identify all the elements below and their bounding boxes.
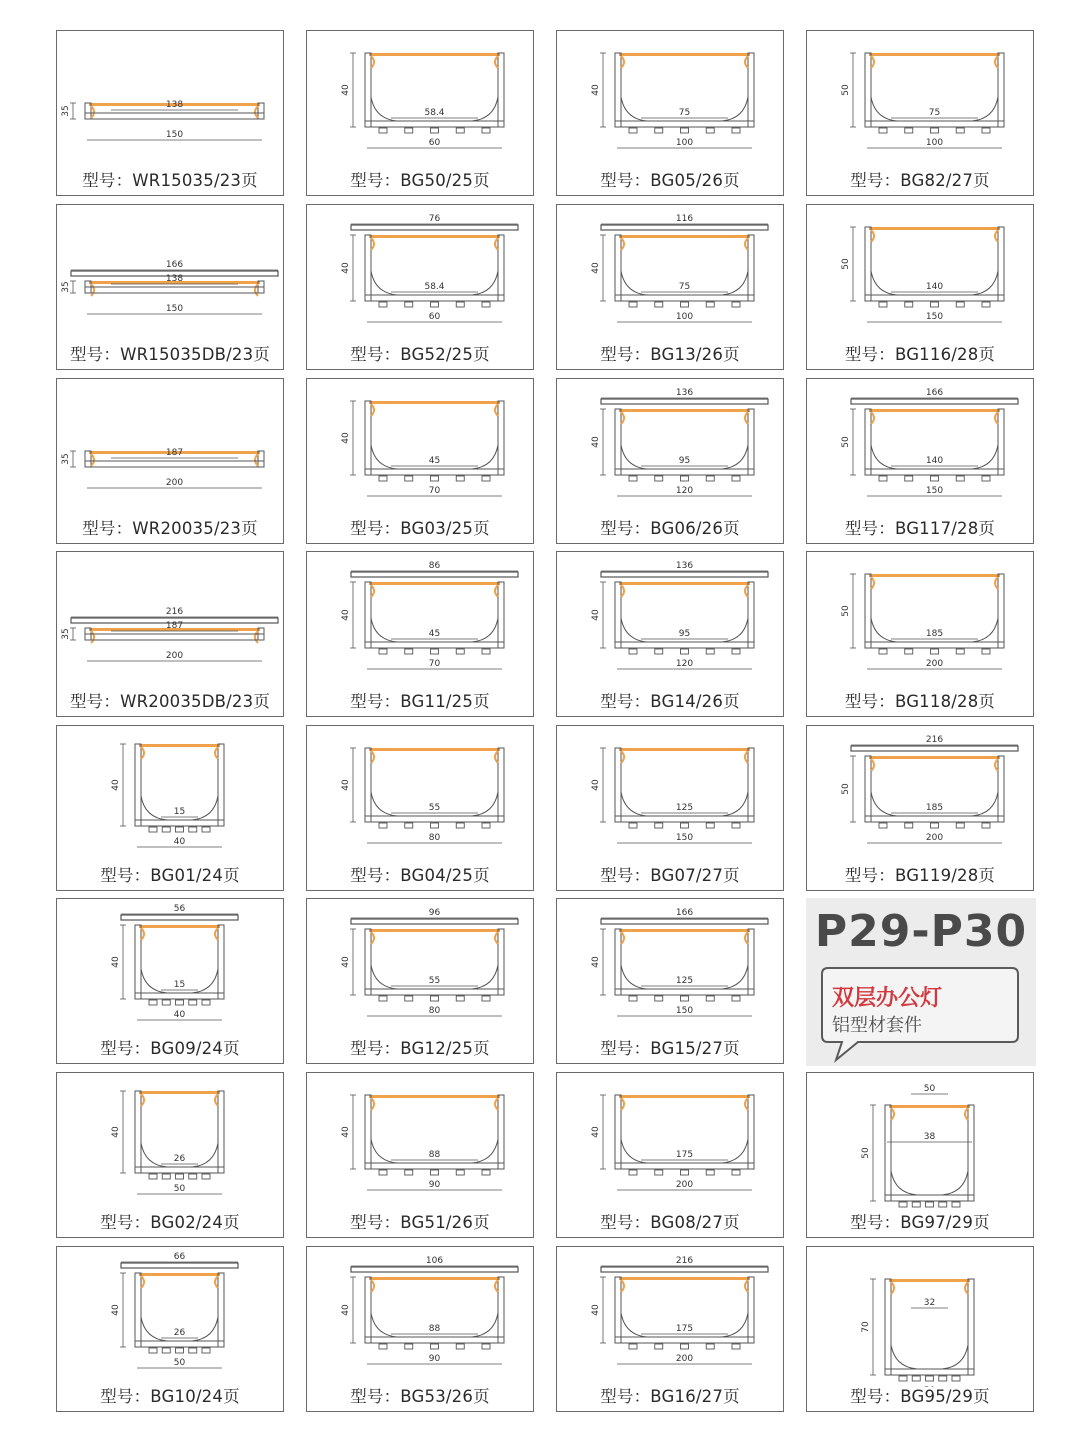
- dim-width: 50: [923, 1084, 936, 1094]
- profile-diagram: [57, 205, 284, 345]
- profile-diagram: [57, 1073, 284, 1213]
- dim-height: 40: [111, 956, 121, 968]
- dim-width: 106: [425, 1256, 444, 1266]
- profile-diagram: [57, 726, 284, 866]
- page-range: P29-P30: [814, 906, 1028, 957]
- dim-width: 56: [173, 904, 186, 914]
- dim-height: 50: [841, 605, 851, 617]
- dim-width: 75: [678, 282, 691, 292]
- dim-height: 50: [841, 258, 851, 270]
- profile-drawing: [591, 561, 768, 669]
- profile-diagram: [557, 552, 784, 692]
- profile-card[interactable]: [556, 1072, 784, 1238]
- model-label: 型号：BG13/26页: [600, 345, 740, 364]
- model-label: 型号：BG116/28页: [844, 345, 996, 364]
- dim-width: 26: [173, 1154, 186, 1164]
- dim-width: 166: [165, 260, 184, 270]
- profile-drawing: [61, 607, 278, 661]
- dim-width: 38: [923, 1132, 936, 1142]
- dim-width: 136: [675, 388, 694, 398]
- profile-diagram: [307, 552, 534, 692]
- profile-card[interactable]: [56, 1246, 284, 1412]
- dim-height: 50: [841, 436, 851, 448]
- dim-height: 40: [341, 262, 351, 274]
- dim-width: 216: [675, 1256, 694, 1266]
- dim-height: 35: [61, 628, 71, 640]
- model-label: 型号：BG51/26页: [350, 1213, 490, 1232]
- profile-drawing: [841, 574, 1004, 669]
- dim-width: 166: [675, 908, 694, 918]
- profile-diagram: [57, 379, 284, 519]
- model-label: 型号：WR20035/23页: [82, 519, 258, 538]
- profile-diagram: [307, 726, 534, 866]
- profile-drawing: [111, 1091, 224, 1194]
- profile-diagram: [57, 899, 284, 1039]
- dim-width: 150: [925, 312, 944, 322]
- dim-width: 150: [675, 1006, 694, 1016]
- dim-width: 90: [428, 1354, 441, 1364]
- dim-height: 50: [861, 1147, 871, 1159]
- dim-width: 76: [428, 214, 441, 224]
- dim-width: 75: [928, 108, 941, 118]
- model-label: 型号：BG07/27页: [600, 866, 740, 885]
- dim-height: 50: [841, 84, 851, 96]
- dim-width: 86: [428, 561, 441, 571]
- profile-card[interactable]: [556, 30, 784, 196]
- model-label: 型号：BG11/25页: [350, 692, 490, 711]
- profile-diagram: [807, 379, 1034, 519]
- dim-height: 40: [591, 436, 601, 448]
- dim-width: 116: [675, 214, 694, 224]
- dim-height: 40: [111, 1304, 121, 1316]
- model-label: 型号：BG95/29页: [850, 1387, 990, 1406]
- model-label: 型号：BG82/27页: [850, 171, 990, 190]
- dim-height: 40: [341, 956, 351, 968]
- model-label: 型号：BG15/27页: [600, 1039, 740, 1058]
- dim-height: 40: [591, 262, 601, 274]
- profile-diagram: [57, 552, 284, 692]
- promo-panel: [806, 898, 1036, 1066]
- dim-height: 40: [111, 779, 121, 791]
- profile-card[interactable]: [556, 551, 784, 717]
- model-label: 型号：BG05/26页: [600, 171, 740, 190]
- dim-width: 200: [675, 1180, 694, 1190]
- dim-width: 80: [428, 1006, 441, 1016]
- dim-width: 15: [173, 807, 186, 817]
- profile-card[interactable]: [556, 378, 784, 544]
- profile-card[interactable]: [806, 1246, 1034, 1412]
- model-label: 型号：WR15035DB/23页: [69, 345, 271, 364]
- profile-drawing: [591, 908, 768, 1016]
- model-label: 型号：BG14/26页: [600, 692, 740, 711]
- profile-card[interactable]: [306, 204, 534, 370]
- profile-diagram: [307, 205, 534, 345]
- dim-width: 200: [165, 478, 184, 488]
- profile-drawing: [861, 1084, 974, 1207]
- dim-height: 40: [341, 609, 351, 621]
- profile-drawing: [841, 227, 1004, 322]
- profile-drawing: [341, 908, 518, 1016]
- dim-width: 88: [428, 1324, 441, 1334]
- dim-width: 95: [678, 456, 691, 466]
- model-label: 型号：WR20035DB/23页: [69, 692, 271, 711]
- dim-width: 200: [165, 651, 184, 661]
- profile-card[interactable]: [306, 725, 534, 891]
- dim-width: 187: [165, 448, 184, 458]
- profile-drawing: [341, 748, 504, 843]
- profile-drawing: [61, 448, 264, 488]
- dim-height: 40: [341, 779, 351, 791]
- dim-height: 35: [61, 105, 71, 117]
- profile-card[interactable]: [306, 1246, 534, 1412]
- model-label: 型号：BG04/25页: [350, 866, 490, 885]
- dim-width: 200: [675, 1354, 694, 1364]
- dim-width: 55: [428, 976, 441, 986]
- model-label: 型号：BG53/26页: [350, 1387, 490, 1406]
- model-label: 型号：BG118/28页: [844, 692, 996, 711]
- profile-diagram: [557, 1073, 784, 1213]
- dim-width: 55: [428, 803, 441, 813]
- profile-drawing: [341, 214, 518, 322]
- model-label: 型号：BG09/24页: [100, 1039, 240, 1058]
- profile-diagram: [307, 1073, 534, 1213]
- dim-width: 175: [675, 1324, 694, 1334]
- model-label: 型号：BG117/28页: [844, 519, 996, 538]
- profile-diagram: [57, 31, 284, 171]
- model-label: 型号：BG10/24页: [100, 1387, 240, 1406]
- profile-card[interactable]: [556, 898, 784, 1064]
- dim-width: 125: [675, 976, 694, 986]
- profile-diagram: [307, 1247, 534, 1387]
- model-label: 型号：BG119/28页: [844, 866, 996, 885]
- profile-drawing: [841, 388, 1018, 496]
- dim-height: 40: [591, 609, 601, 621]
- dim-width: 70: [428, 486, 441, 496]
- dim-height: 40: [591, 1304, 601, 1316]
- dim-width: 125: [675, 803, 694, 813]
- dim-width: 136: [675, 561, 694, 571]
- dim-height: 40: [591, 1126, 601, 1138]
- profile-drawing: [341, 401, 504, 496]
- dim-width: 58.4: [424, 282, 445, 292]
- dim-width: 80: [428, 833, 441, 843]
- profile-card[interactable]: [56, 378, 284, 544]
- profile-diagram: [557, 205, 784, 345]
- dim-width: 216: [165, 607, 184, 617]
- profile-drawing: [111, 1252, 238, 1368]
- profile-drawing: [341, 561, 518, 669]
- profile-drawing: [841, 735, 1018, 843]
- model-label: 型号：BG02/24页: [100, 1213, 240, 1232]
- profile-drawing: [591, 53, 754, 148]
- profile-diagram: [557, 379, 784, 519]
- dim-height: 50: [841, 783, 851, 795]
- profile-drawing: [111, 744, 224, 847]
- model-label: 型号：WR15035/23页: [82, 171, 258, 190]
- dim-width: 185: [925, 629, 944, 639]
- dim-width: 58.4: [424, 108, 445, 118]
- profile-diagram: [807, 205, 1034, 345]
- model-label: 型号：BG52/25页: [350, 345, 490, 364]
- profile-card[interactable]: [306, 378, 534, 544]
- profile-drawing: [591, 748, 754, 843]
- promo-title: 双层办公灯: [832, 986, 943, 1011]
- dim-width: 120: [675, 486, 694, 496]
- profile-diagram: [557, 726, 784, 866]
- profile-drawing: [861, 1279, 974, 1387]
- dim-width: 60: [428, 312, 441, 322]
- profile-drawing: [61, 100, 264, 140]
- dim-width: 138: [165, 274, 184, 284]
- profile-drawing: [341, 53, 504, 148]
- profile-card[interactable]: [56, 30, 284, 196]
- profile-card[interactable]: [56, 898, 284, 1064]
- profile-card[interactable]: [806, 725, 1034, 891]
- profile-drawing: [341, 1095, 504, 1190]
- profile-diagram: [307, 31, 534, 171]
- profile-diagram: [807, 31, 1034, 171]
- dim-height: 40: [591, 84, 601, 96]
- dim-width: 100: [675, 312, 694, 322]
- dim-height: 40: [341, 84, 351, 96]
- profile-drawing: [591, 1256, 768, 1364]
- dim-width: 166: [925, 388, 944, 398]
- profile-diagram: [807, 1073, 1034, 1213]
- profile-diagram: [307, 379, 534, 519]
- dim-width: 150: [675, 833, 694, 843]
- profile-card[interactable]: [56, 1072, 284, 1238]
- dim-width: 70: [428, 659, 441, 669]
- dim-width: 120: [675, 659, 694, 669]
- model-label: 型号：BG50/25页: [350, 171, 490, 190]
- dim-width: 90: [428, 1180, 441, 1190]
- dim-width: 50: [173, 1184, 186, 1194]
- dim-height: 40: [591, 779, 601, 791]
- dim-width: 185: [925, 803, 944, 813]
- dim-width: 95: [678, 629, 691, 639]
- dim-width: 45: [428, 456, 441, 466]
- dim-width: 175: [675, 1150, 694, 1160]
- profile-card[interactable]: [806, 551, 1034, 717]
- profile-card[interactable]: [306, 551, 534, 717]
- model-label: 型号：BG03/25页: [350, 519, 490, 538]
- profile-diagram: [807, 552, 1034, 692]
- dim-width: 60: [428, 138, 441, 148]
- profile-diagram: [307, 899, 534, 1039]
- model-label: 型号：BG06/26页: [600, 519, 740, 538]
- dim-height: 40: [341, 1304, 351, 1316]
- profile-card[interactable]: [306, 1072, 534, 1238]
- model-label: 型号：BG12/25页: [350, 1039, 490, 1058]
- profile-drawing: [111, 904, 238, 1020]
- model-label: 型号：BG08/27页: [600, 1213, 740, 1232]
- dim-width: 200: [925, 659, 944, 669]
- dim-width: 40: [173, 837, 186, 847]
- profile-diagram: [557, 1247, 784, 1387]
- dim-width: 140: [925, 456, 944, 466]
- profile-card[interactable]: [806, 378, 1034, 544]
- dim-width: 150: [165, 304, 184, 314]
- dim-height: 35: [61, 281, 71, 293]
- promo-subtitle: 铝型材套件: [832, 1015, 922, 1036]
- dim-width: 88: [428, 1150, 441, 1160]
- dim-height: 35: [61, 453, 71, 465]
- model-label: 型号：BG97/29页: [850, 1213, 990, 1232]
- profile-card[interactable]: [556, 1246, 784, 1412]
- profile-diagram: [557, 31, 784, 171]
- dim-width: 100: [675, 138, 694, 148]
- profile-diagram: [807, 1247, 1034, 1387]
- dim-width: 140: [925, 282, 944, 292]
- profile-card[interactable]: [556, 204, 784, 370]
- profile-card[interactable]: [56, 204, 284, 370]
- dim-height: 70: [861, 1321, 871, 1333]
- profile-drawing: [591, 1095, 754, 1190]
- model-label: 型号：BG01/24页: [100, 866, 240, 885]
- profile-diagram: [807, 726, 1034, 866]
- profile-drawing: [61, 260, 278, 314]
- dim-width: 26: [173, 1328, 186, 1338]
- dim-width: 138: [165, 100, 184, 110]
- profile-card[interactable]: [306, 30, 534, 196]
- dim-width: 200: [925, 833, 944, 843]
- profile-drawing: [341, 1256, 518, 1364]
- dim-width: 75: [678, 108, 691, 118]
- profile-card[interactable]: [306, 898, 534, 1064]
- dim-width: 96: [428, 908, 441, 918]
- dim-width: 66: [173, 1252, 186, 1262]
- dim-width: 100: [925, 138, 944, 148]
- dim-height: 40: [341, 1126, 351, 1138]
- dim-width: 187: [165, 621, 184, 631]
- dim-width: 150: [925, 486, 944, 496]
- profile-diagram: [57, 1247, 284, 1387]
- dim-width: 15: [173, 980, 186, 990]
- profile-drawing: [841, 53, 1004, 148]
- dim-width: 45: [428, 629, 441, 639]
- dim-width: 50: [173, 1358, 186, 1368]
- profile-card[interactable]: [806, 1072, 1034, 1238]
- dim-width: 40: [173, 1010, 186, 1020]
- profile-card[interactable]: [56, 551, 284, 717]
- profile-drawing: [591, 214, 768, 322]
- dim-height: 40: [111, 1126, 121, 1138]
- dim-height: 40: [341, 432, 351, 444]
- dim-width: 150: [165, 130, 184, 140]
- dim-width: 32: [923, 1298, 936, 1308]
- profile-card[interactable]: [56, 725, 284, 891]
- profile-card[interactable]: [556, 725, 784, 891]
- dim-width: 216: [925, 735, 944, 745]
- profile-diagram: [557, 899, 784, 1039]
- model-label: 型号：BG16/27页: [600, 1387, 740, 1406]
- profile-card[interactable]: [806, 204, 1034, 370]
- dim-height: 40: [591, 956, 601, 968]
- profile-card[interactable]: [806, 30, 1034, 196]
- profile-drawing: [591, 388, 768, 496]
